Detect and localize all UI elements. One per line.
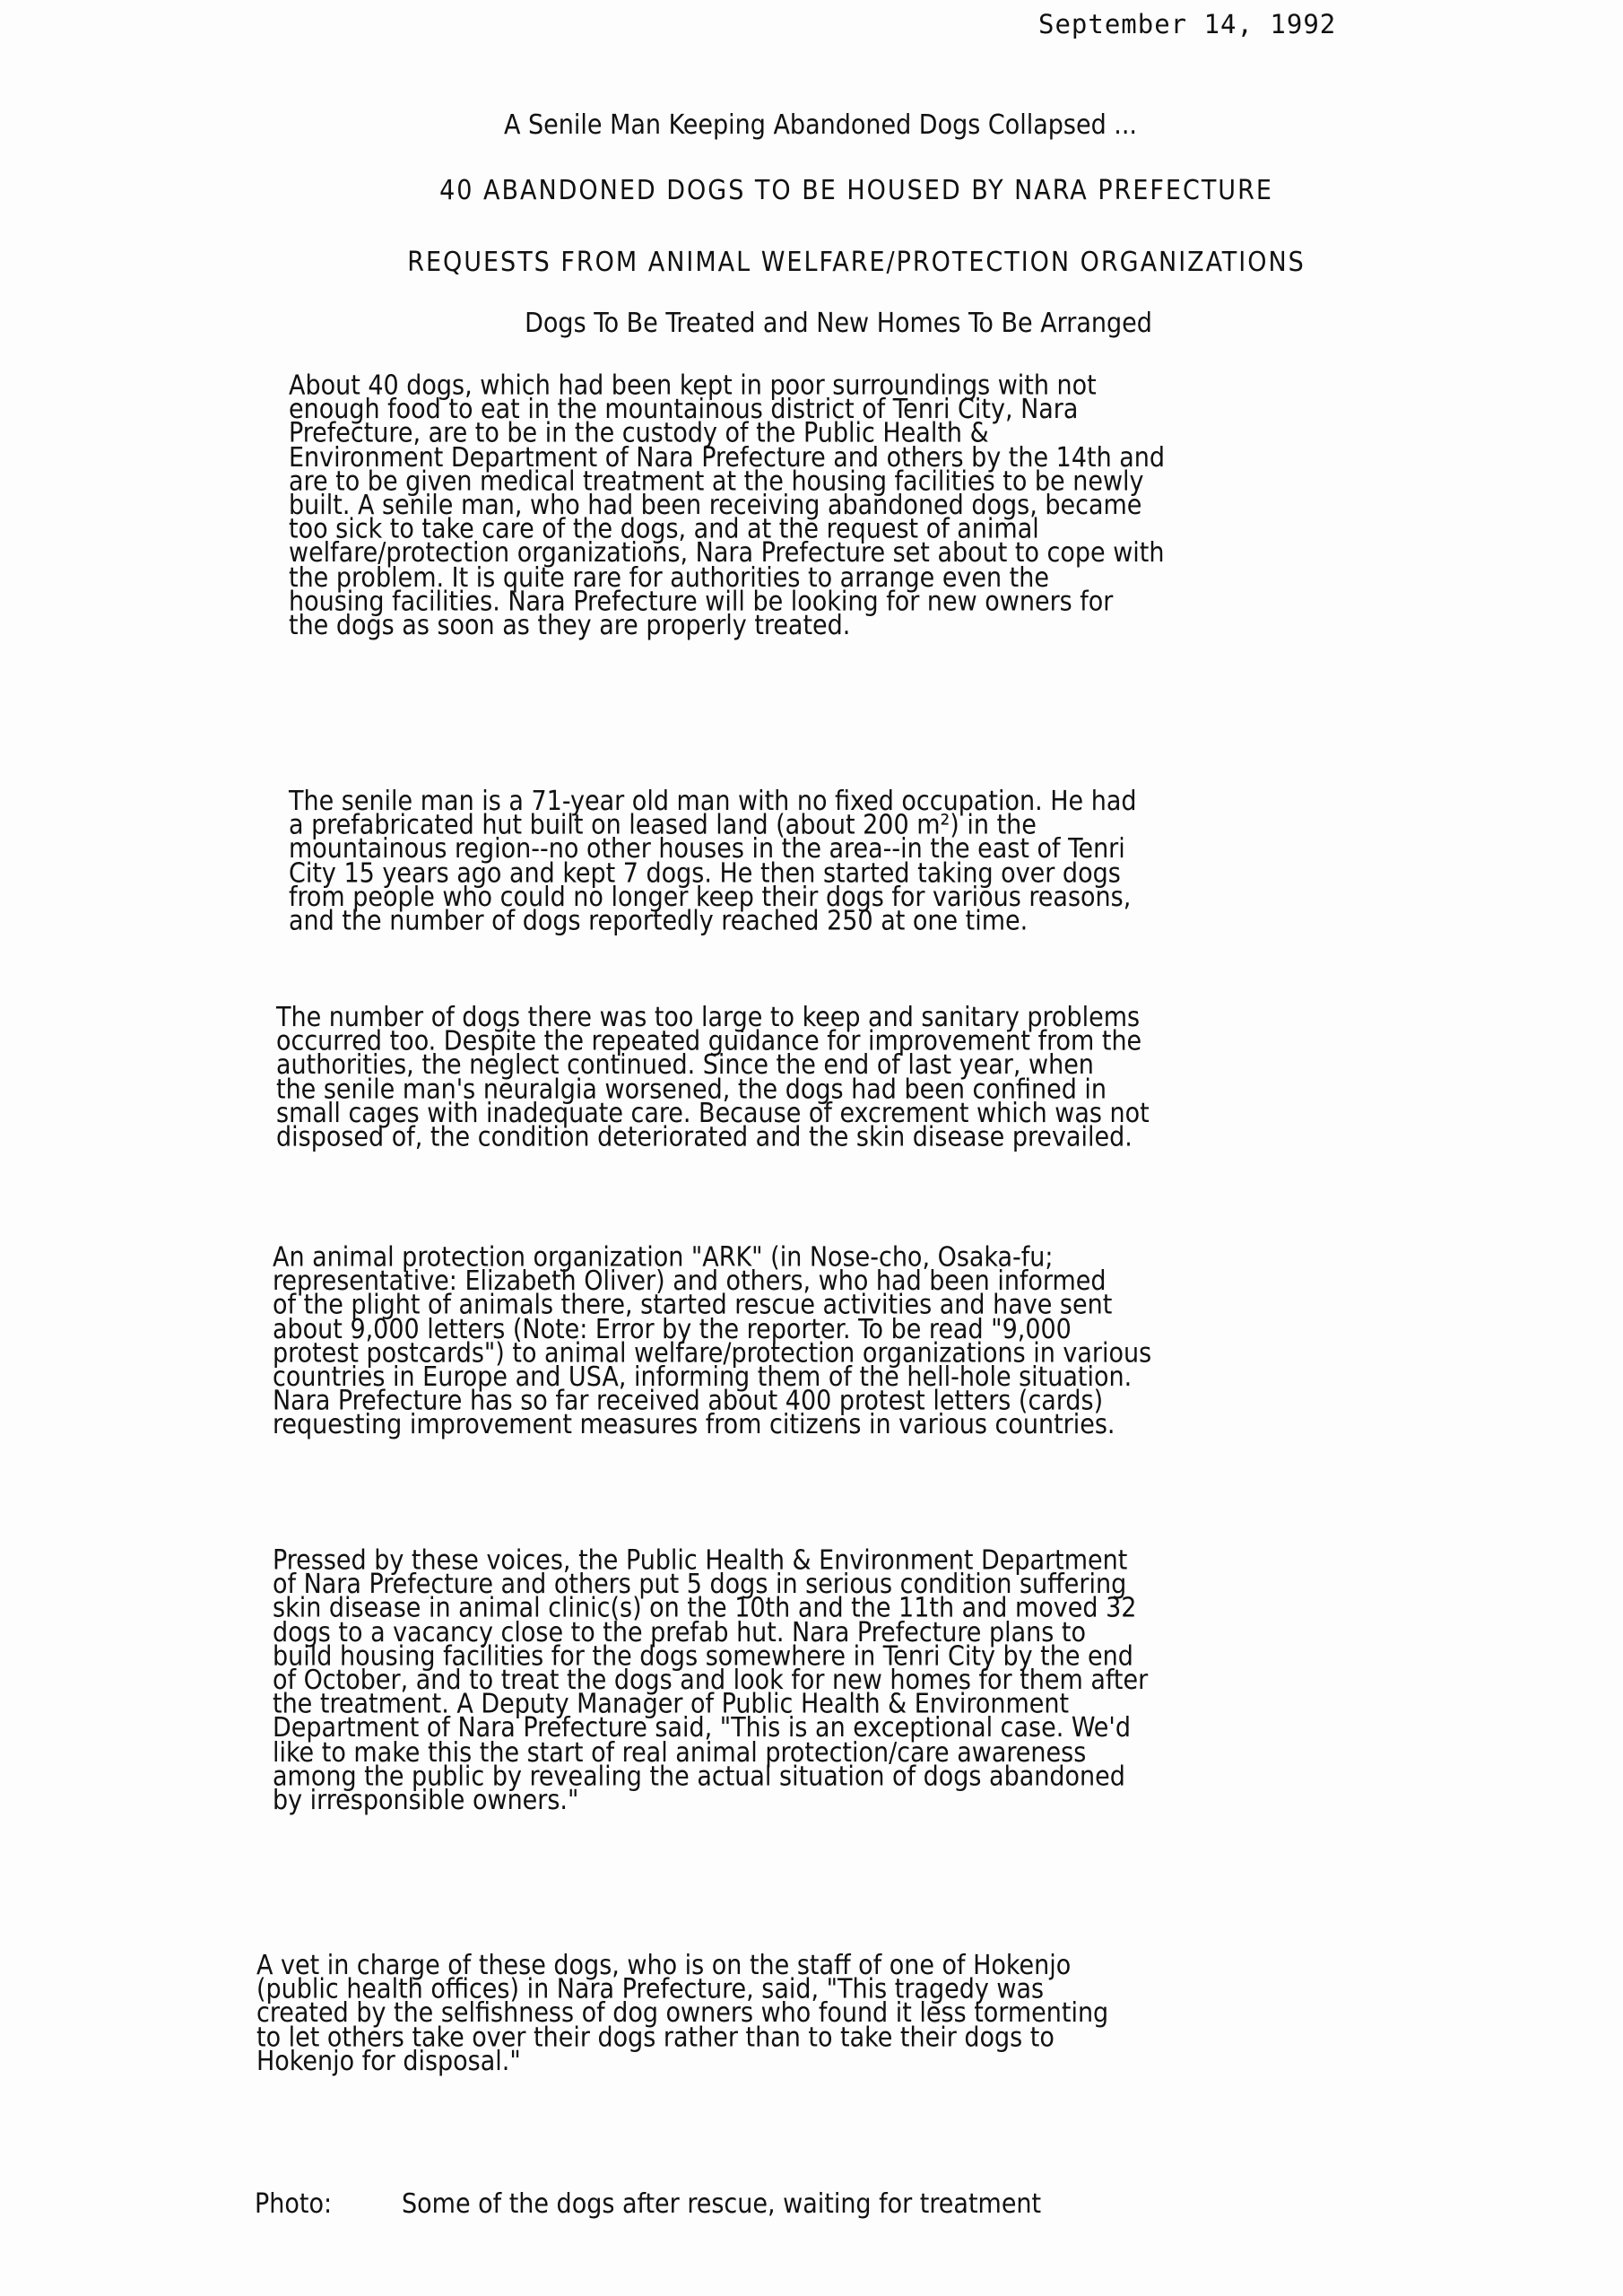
text-line: welfare/protection organizations, Nara Prefecture set about to cope with [289, 537, 1165, 570]
paragraph [276, 1001, 1478, 1153]
text-line: Pressed by these voices, the Public Health & Environment Department [273, 1544, 1128, 1577]
text-line: of Nara Prefecture and others put 5 dogs in serious condition suffering [273, 1568, 1127, 1601]
text-line: Department of Nara Prefecture said, "This is an exceptional case. We'd [273, 1712, 1131, 1744]
text-line: created by the selfishness of dog owners who found it less tormenting [256, 1997, 1109, 2030]
text-line: skin disease in animal clinic(s) on the 10th and the 11th and moved 32 [273, 1592, 1137, 1625]
text-line: Environment Department of Nara Prefecture and others by the 14th and [289, 441, 1166, 474]
headline-secondary: REQUESTS FROM ANIMAL WELFARE/PROTECTION ORGANIZATIONS [407, 247, 1306, 278]
paragraph [273, 1544, 1474, 1816]
text-line: (public health offices) in Nara Prefecture, said, "This tragedy was [256, 1973, 1045, 2006]
text-line: mountainous region--no other houses in the area--in the east of Tenri [289, 832, 1125, 865]
text-line: The number of dogs there was too large to keep and sanitary problems [276, 1001, 1141, 1034]
text-line: about 9,000 letters (Note: Error by the reporter. To be read "9,000 [273, 1312, 1072, 1345]
paragraph [273, 1240, 1474, 1441]
text-line: City 15 years ago and kept 7 dogs. He then started taking over dogs [289, 857, 1121, 890]
text-line: among the public by revealing the actual situation of dogs abandoned [273, 1760, 1125, 1793]
text-line: Nara Prefecture has so far received about 400 protest letters (cards) [273, 1385, 1104, 1417]
text-line: small cages with inadequate care. Because of excrement which was not [276, 1097, 1150, 1129]
paragraph [289, 785, 1490, 937]
text-line: too sick to take care of the dogs, and at the request of animal [289, 513, 1039, 546]
text-line: disposed of, the condition deteriorated and the skin disease prevailed. [276, 1120, 1133, 1153]
text-line: are to be given medical treatment at the housing facilities to be newly [289, 465, 1144, 498]
text-line: the problem. It is quite rare for authorities to arrange even the [289, 561, 1049, 594]
paragraph [256, 1949, 1458, 2078]
text-line: and the number of dogs reportedly reached 250 at one time. [289, 904, 1028, 937]
text-line: Prefecture, are to be in the custody of the Public Health & [289, 417, 989, 450]
text-line: representative: Elizabeth Oliver) and others, who had been informed [273, 1265, 1107, 1298]
text-line: enough food to eat in the mountainous district of Tenri City, Nara [289, 393, 1079, 426]
document-date: September 14, 1992 [1038, 9, 1337, 39]
text-line: dogs to a vacancy close to the prefab hut. Nara Prefecture plans to [273, 1616, 1086, 1648]
text-line: by irresponsible owners." [273, 1784, 579, 1816]
headline-kicker: A Senile Man Keeping Abandoned Dogs Collapsed ... [504, 109, 1137, 141]
text-line: An animal protection organization "ARK" (in Nose-cho, Osaka-fu; [273, 1240, 1054, 1274]
text-line: built. A senile man, who had been receiving abandoned dogs, became [289, 489, 1142, 522]
headline-sub: Dogs To Be Treated and New Homes To Be Arranged [525, 308, 1152, 339]
text-line: housing facilities. Nara Prefecture will be looking for new owners for [289, 585, 1114, 618]
text-line: build housing facilities for the dogs somewhere in Tenri City by the end [273, 1639, 1133, 1673]
text-line: countries in Europe and USA, informing them of the hell-hole situation. [273, 1361, 1133, 1394]
text-line: The senile man is a 71-year old man with no fixed occupation. He had [289, 785, 1137, 818]
headline-main: 40 ABANDONED DOGS TO BE HOUSED BY NARA PREFECTURE [439, 175, 1273, 206]
photo-caption [255, 2188, 1041, 2220]
text-line: from people who could no longer keep their dogs for various reasons, [289, 881, 1132, 913]
paragraph [289, 370, 1490, 641]
text-line: requesting improvement measures from citizens in various countries. [273, 1408, 1115, 1441]
text-line: the senile man's neuralgia worsened, the dogs had been confined in [276, 1073, 1107, 1106]
text-line: protest postcards") to animal welfare/protection organizations in various [273, 1336, 1152, 1370]
photo-caption-label: Photo: [255, 2188, 333, 2220]
text-line: the treatment. A Deputy Manager of Public Health & Environment [273, 1688, 1070, 1721]
text-line: a prefabricated hut built on leased land (about 200 m²) in the [289, 809, 1037, 841]
text-line: authorities, the neglect continued. Since the end of last year, when [276, 1048, 1094, 1082]
text-line: About 40 dogs, which had been kept in poor surroundings with not [289, 370, 1097, 402]
photo-caption-text: Some of the dogs after rescue, waiting for treatment [402, 2188, 1042, 2220]
text-line: Hokenjo for disposal." [256, 2045, 521, 2078]
text-line: like to make this the start of real animal protection/care awareness [273, 1735, 1087, 1769]
text-line: A vet in charge of these dogs, who is on the staff of one of Hokenjo [256, 1949, 1072, 1982]
text-line: occurred too. Despite the repeated guidance for improvement from the [276, 1025, 1142, 1057]
text-line: the dogs as soon as they are properly treated. [289, 609, 851, 641]
text-line: of October, and to treat the dogs and look for new homes for them after [273, 1664, 1149, 1697]
text-line: to let others take over their dogs rather than to take their dogs to [256, 2021, 1055, 2054]
text-line: of the plight of animals there, started rescue activities and have sent [273, 1289, 1113, 1321]
